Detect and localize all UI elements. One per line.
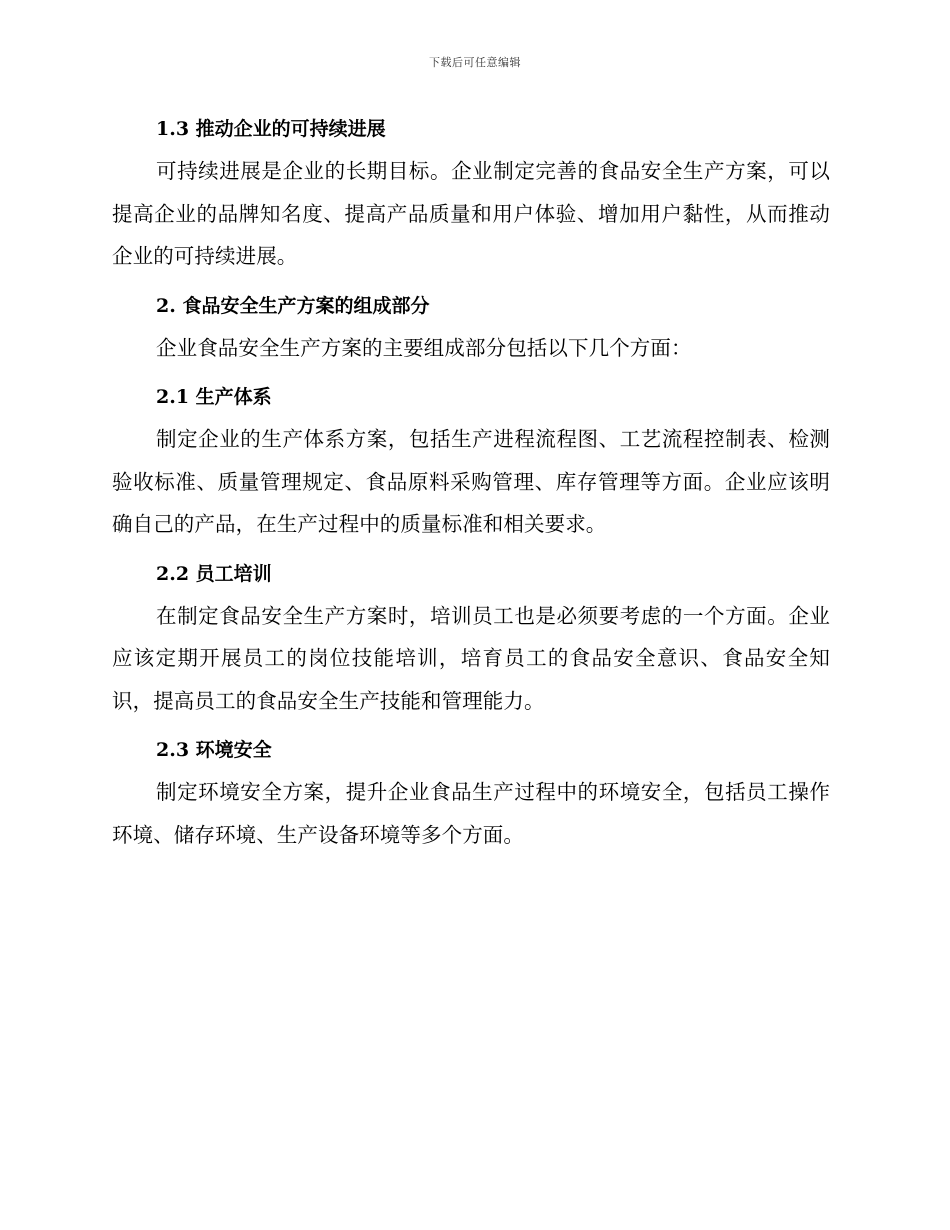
section-heading-2-2: 2.2 员工培训 (156, 562, 272, 585)
paragraph-employee-training: 在制定食品安全生产方案时，培训员工也是必须要考虑的一个方面。企业应该定期开展员工的岗位技能培训，培育员工的食品安全意识、食品安全知识，提高员工的食品安全生产技能和管理能力。 (112, 603, 830, 713)
paragraph-sustainable-development: 可持续进展是企业的长期目标。企业制定完善的食品安全生产方案，可以提高企业的品牌知名度、提高产品质量和用户体验、增加用户黏性，从而推动企业的可持续进展。 (112, 159, 830, 268)
page-header: 下载后可任意编辑 (429, 56, 521, 69)
document-body (112, 108, 830, 863)
section-heading-1-3: 1.3 推动企业的可持续进展 (156, 118, 386, 140)
paragraph-environment-safety: 制定环境安全方案，提升企业食品生产过程中的环境安全，包括员工操作环境、储存环境、生产设备环境等多个方面。 (112, 780, 830, 847)
paragraph-production-system: 制定企业的生产体系方案，包括生产进程流程图、工艺流程控制表、检测验收标准、质量管理规定、食品原料采购管理、库存管理等方面。企业应该明确自己的产品，在生产过程中的质量标准和相关要求。 (112, 427, 830, 536)
section-heading-2-1: 2.1 生产体系 (156, 386, 272, 408)
paragraph-components-intro: 企业食品安全生产方案的主要组成部分包括以下几个方面： (156, 335, 692, 360)
section-heading-2-3: 2.3 环境安全 (156, 739, 272, 761)
section-heading-2: 2. 食品安全生产方案的组成部分 (156, 294, 430, 317)
